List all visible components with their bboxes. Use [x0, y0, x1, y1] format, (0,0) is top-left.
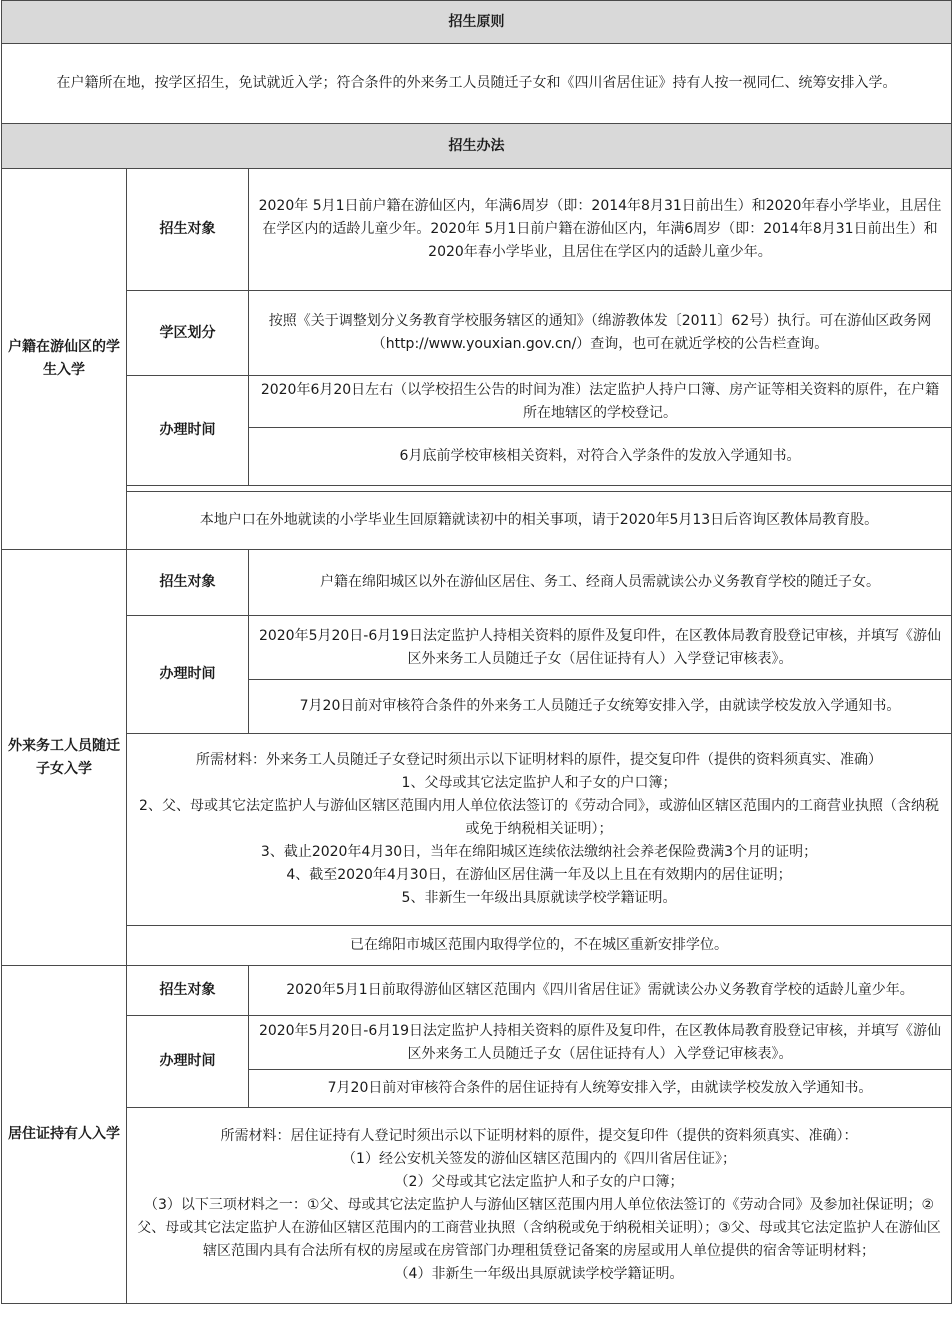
permit-target-label: 招生对象 — [127, 966, 249, 1016]
principle-text: 在户籍所在地，按学区招生，免试就近入学；符合条件的外来务工人员随迁子女和《四川省居住证》持有人按一视同仁、统筹安排入学。 — [2, 44, 952, 124]
migrant-material-0: 所需材料：外来务工人员随迁子女登记时须出示以下证明材料的原件，提交复印件（提供的资料须真实、准确） — [196, 752, 882, 768]
migrant-time-label: 办理时间 — [127, 616, 249, 734]
migrant-material-4: 4、截至2020年4月30日，在游仙区居住满一年及以上且在有效期内的居住证明； — [286, 867, 792, 883]
migrant-target-text: 户籍在绵阳城区以外在游仙区居住、务工、经商人员需就读公办义务教育学校的随迁子女。 — [249, 550, 952, 616]
permit-material-2: （2）父母或其它法定监护人和子女的户口簿； — [394, 1174, 684, 1190]
local-category: 户籍在游仙区的学生入学 — [2, 169, 127, 550]
permit-materials — [127, 1108, 952, 1304]
local-note: 本地户口在外地就读的小学毕业生回原籍就读初中的相关事项，请于2020年5月13日后咨询区教体局教育股。 — [127, 492, 952, 550]
migrant-material-1: 1、父母或其它法定监护人和子女的户口簿； — [401, 775, 677, 791]
permit-category: 居住证持有人入学 — [2, 966, 127, 1304]
migrant-target-label: 招生对象 — [127, 550, 249, 616]
local-time-text-1: 2020年6月20日左右（以学校招生公告的时间为准）法定监护人持户口簿、房产证等相关资料的原件，在户籍所在地辖区的学校登记。 — [249, 376, 952, 428]
local-target-label: 招生对象 — [127, 169, 249, 291]
permit-material-0: 所需材料：居住证持有人登记时须出示以下证明材料的原件，提交复印件（提供的资料须真实、准确）： — [220, 1128, 858, 1144]
migrant-time-text-1: 2020年5月20日-6月19日法定监护人持相关资料的原件及复印件，在区教体局教育股登记审核，并填写《游仙区外来务工人员随迁子女（居住证持有人）入学登记审核表》。 — [249, 616, 952, 680]
permit-time-label: 办理时间 — [127, 1016, 249, 1108]
local-time-label: 办理时间 — [127, 376, 249, 486]
enrollment-table — [1, 0, 952, 1304]
permit-time-text-2: 7月20日前对审核符合条件的居住证持有人统筹安排入学，由就读学校发放入学通知书。 — [249, 1070, 952, 1108]
permit-material-1: （1）经公安机关签发的游仙区辖区范围内的《四川省居住证》； — [342, 1151, 736, 1167]
local-district-text: 按照《关于调整划分义务教育学校服务辖区的通知》（绵游教体发〔2011〕62号）执行。可在游仙区政务网（http://www.youxian.gov.cn/）查询，也可在就近学校的公告栏查询。 — [249, 291, 952, 376]
method-title: 招生办法 — [2, 124, 952, 169]
migrant-materials — [127, 734, 952, 926]
migrant-material-2: 2、父、母或其它法定监护人与游仙区辖区范围内用人单位依法签订的《劳动合同》，或游仙区辖区范围内的工商营业执照（含纳税或免于纳税相关证明）； — [139, 798, 939, 837]
permit-material-3: （3）以下三项材料之一：①父、母或其它法定监护人与游仙区辖区范围内用人单位依法签订的《劳动合同》及参加社保证明；②父、母或其它法定监护人在游仙区辖区范围内的工商营业执照（含纳税或免于纳税相关证明）；③父、母或其它法定监护人在游仙区辖区范围内具有合法所有权的房屋或在房管部门办理租赁登记备案的房屋或用人单位提供的宿舍等证明材料； — [137, 1197, 941, 1259]
migrant-material-5: 5、非新生一年级出具原就读学校学籍证明。 — [401, 890, 677, 906]
permit-material-4: （4）非新生一年级出具原就读学校学籍证明。 — [394, 1266, 684, 1282]
principle-title: 招生原则 — [2, 1, 952, 44]
migrant-material-3: 3、截止2020年4月30日，当年在绵阳城区连续依法缴纳社会养老保险费满3个月的证明； — [260, 844, 818, 860]
migrant-note: 已在绵阳市城区范围内取得学位的，不在城区重新安排学位。 — [127, 926, 952, 966]
local-time-text-2: 6月底前学校审核相关资料，对符合入学条件的发放入学通知书。 — [249, 428, 952, 486]
permit-time-text-1: 2020年5月20日-6月19日法定监护人持相关资料的原件及复印件，在区教体局教育股登记审核，并填写《游仙区外来务工人员随迁子女（居住证持有人）入学登记审核表》。 — [249, 1016, 952, 1070]
migrant-time-text-2: 7月20日前对审核符合条件的外来务工人员随迁子女统筹安排入学，由就读学校发放入学通知书。 — [249, 680, 952, 734]
migrant-category: 外来务工人员随迁子女入学 — [2, 550, 127, 966]
local-district-label: 学区划分 — [127, 291, 249, 376]
permit-target-text: 2020年5月1日前取得游仙区辖区范围内《四川省居住证》需就读公办义务教育学校的适龄儿童少年。 — [249, 966, 952, 1016]
local-target-text: 2020年 5月1日前户籍在游仙区内，年满6周岁（即：2014年8月31日前出生）和2020年春小学毕业，且居住在学区内的适龄儿童少年。2020年 5月1日前户籍在游仙区内，年满6周岁（即：2014年8月31日前出生）和2020年春小学毕业，且居住在学区内的适龄儿童少年。 — [249, 169, 952, 291]
